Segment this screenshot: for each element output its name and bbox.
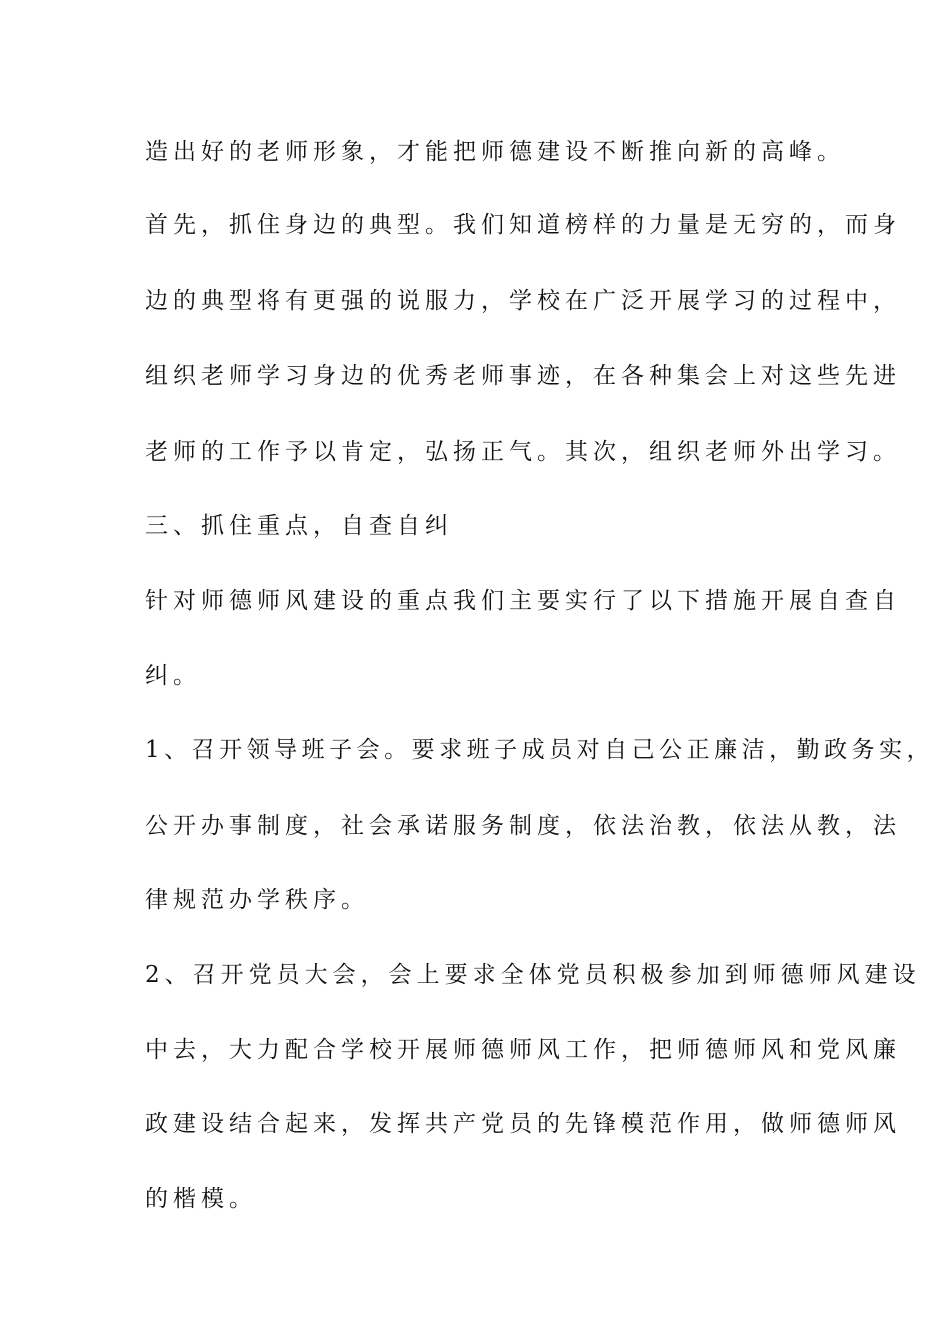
text-line: 组织老师学习身边的优秀老师事迹，在各种集会上对这些先进 (145, 363, 901, 389)
text-line: 老师的工作予以肯定，弘扬正气。其次，组织老师外出学习。 (145, 439, 901, 465)
text-line: 公开办事制度，社会承诺服务制度，依法治教，依法从教，法 (145, 813, 901, 839)
text-line: 2、召开党员大会，会上要求全体党员积极参加到师德师风建设 (145, 962, 921, 988)
text-line: 中去，大力配合学校开展师德师风工作，把师德师风和党风廉 (145, 1037, 901, 1063)
text-line: 1、召开领导班子会。要求班子成员对自己公正廉洁，勤政务实， (145, 737, 935, 763)
text-line: 针对师德师风建设的重点我们主要实行了以下措施开展自查自 (145, 588, 901, 614)
text-line: 造出好的老师形象，才能把师德建设不断推向新的高峰。 (145, 139, 845, 165)
text-line: 的楷模。 (145, 1186, 257, 1212)
section-heading: 三、抓住重点，自查自纠 (145, 513, 453, 539)
text-line: 边的典型将有更强的说服力，学校在广泛开展学习的过程中， (145, 288, 901, 314)
text-line: 纠。 (145, 663, 201, 689)
text-line: 政建设结合起来，发挥共产党员的先锋模范作用，做师德师风 (145, 1111, 901, 1137)
text-line: 首先，抓住身边的典型。我们知道榜样的力量是无穷的，而身 (145, 212, 901, 238)
text-line: 律规范办学秩序。 (145, 887, 369, 913)
